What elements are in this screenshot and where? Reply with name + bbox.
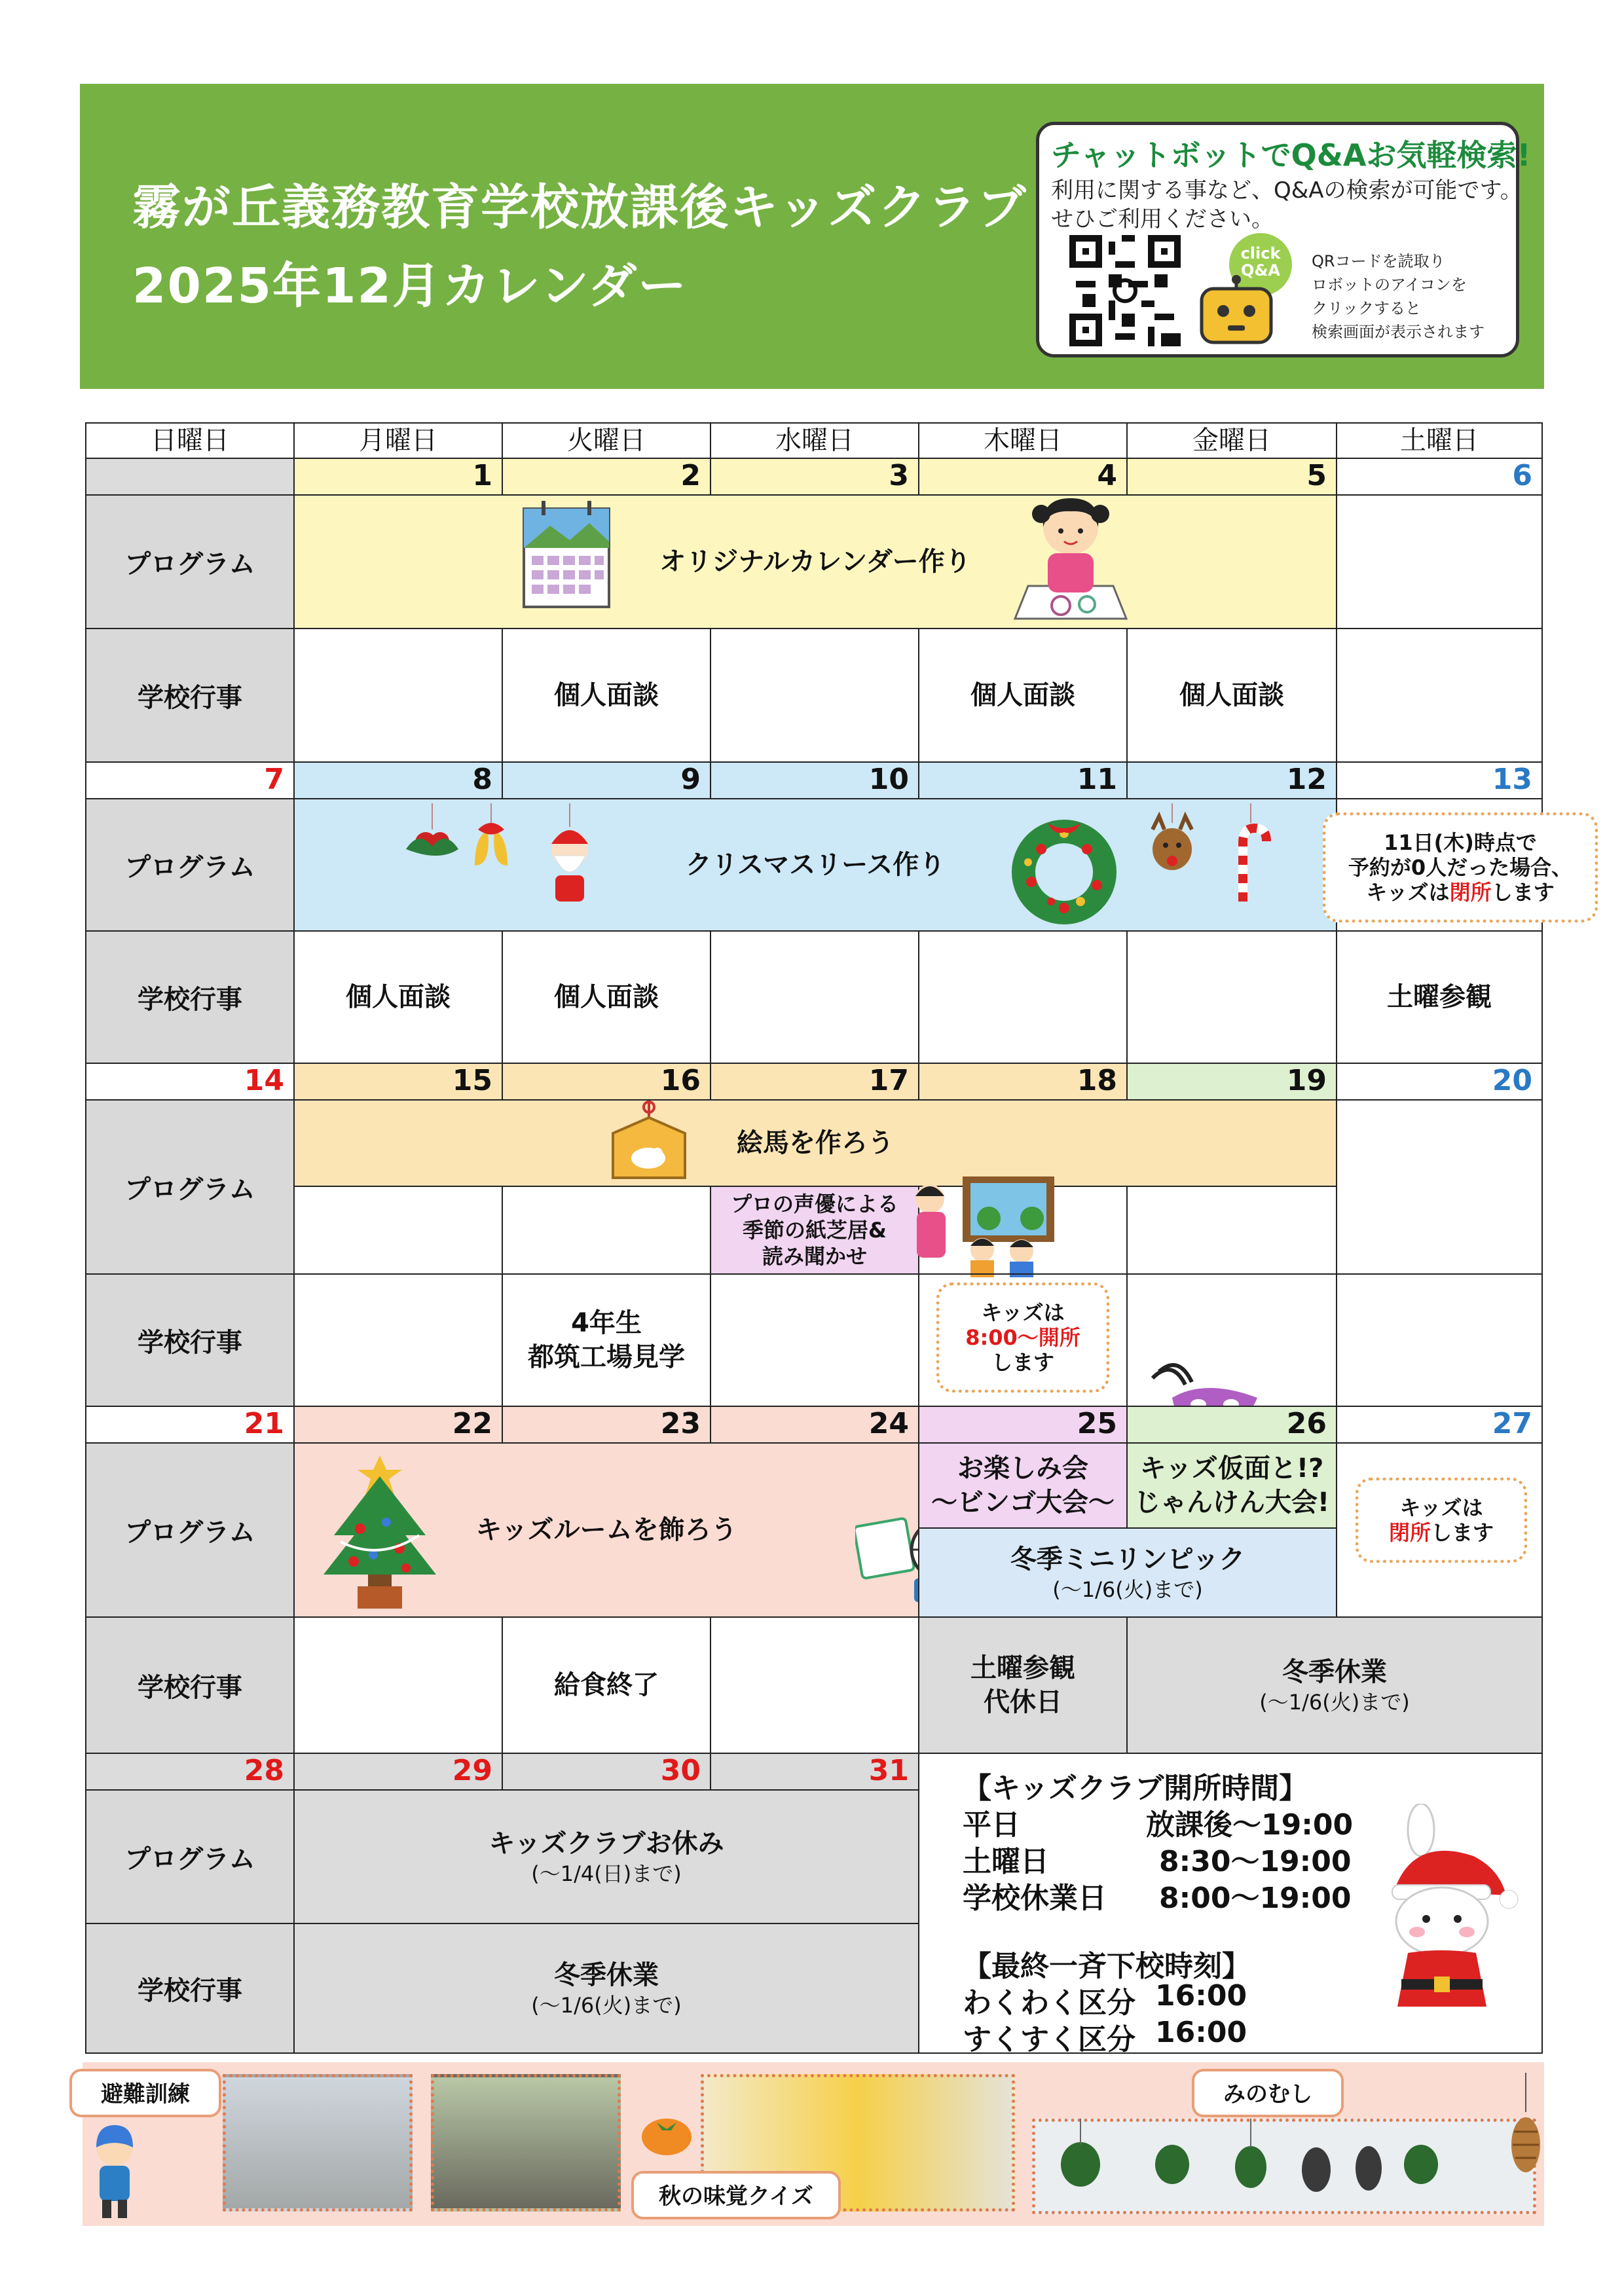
hours-time-saturday: 8:30～19:00 [1159, 1845, 1352, 1878]
dismiss-title: 【最終一斉下校時刻】 [963, 1950, 1251, 1983]
school-event-wed [710, 1616, 919, 1754]
note-line-3c: します [1491, 880, 1555, 905]
school-event-text: 土曜参観 [1387, 982, 1492, 1012]
date-5: 5 [1126, 458, 1337, 496]
school-event-fri [1126, 628, 1337, 763]
wreath-icon [1002, 810, 1126, 928]
hours-label-holiday: 学校休業日 [963, 1882, 1107, 1915]
row-label-school: 学校行事 [85, 1923, 295, 2054]
program-mini-olympic [918, 1527, 1337, 1618]
program-text: 絵馬を作ろう [737, 1128, 894, 1158]
dow-thu: 木曜日 [918, 422, 1128, 459]
date-28: 28 [85, 1753, 295, 1791]
photo-drill-1 [223, 2074, 413, 2212]
note-closed: 閉所 [1388, 1520, 1431, 1545]
program-original-calendar [293, 494, 1337, 629]
date-7: 7 [85, 761, 295, 799]
date-24: 24 [710, 1406, 919, 1444]
dow-fri: 金曜日 [1126, 422, 1337, 459]
school-event-text: 個人面談 [970, 680, 1075, 710]
kamishibai-line-2: 季節の紙芝居& [743, 1218, 887, 1243]
school-event-winter-break [1126, 1616, 1543, 1754]
date-10: 10 [710, 761, 919, 799]
date-9: 9 [502, 761, 711, 799]
reindeer-candycane-icon [1133, 803, 1277, 915]
date-31: 31 [710, 1753, 919, 1791]
note-line-3a: キッズは [1366, 880, 1450, 905]
tag-minomushi: みのむし [1192, 2069, 1344, 2117]
row-label-program: プログラム [85, 1099, 295, 1275]
school-event-fri [1126, 930, 1337, 1064]
school-event-mon [293, 930, 503, 1064]
dow-sun: 日曜日 [85, 422, 295, 459]
school-event-mon [293, 628, 503, 763]
program-ema [293, 1099, 1337, 1187]
note-line-1: 11日(木)時点で [1384, 830, 1537, 855]
tag-evacuation-drill: 避難訓練 [69, 2069, 221, 2117]
kamishibai-line-1: プロの声優による [730, 1192, 898, 1216]
closure-note-bubble [1323, 812, 1598, 922]
hours-time-weekday: 放課後～19:00 [1146, 1808, 1354, 1842]
date-8: 8 [293, 761, 503, 799]
school-event-thu [918, 628, 1128, 763]
date-25: 25 [918, 1406, 1128, 1444]
date-29: 29 [293, 1753, 503, 1791]
dismiss-time-wakuwaku: 16:00 [1155, 1979, 1247, 2013]
school-event-mon [293, 1273, 503, 1407]
qr-code-icon[interactable] [1069, 235, 1181, 346]
mask-line-2: じゃんけん大会! [1134, 1487, 1330, 1518]
row-label-school: 学校行事 [85, 1273, 295, 1407]
calendar-grid [85, 422, 1573, 2056]
dow-wed: 水曜日 [710, 422, 919, 459]
school-event-line-2: 都筑工場見学 [528, 1342, 685, 1372]
note-line-1: キッズは [1399, 1495, 1483, 1520]
note-line-2: 8:00～開所 [965, 1325, 1080, 1350]
hours-label-saturday: 土曜日 [963, 1845, 1049, 1878]
date-11: 11 [918, 761, 1128, 799]
school-event-sub: (～1/6(火)まで) [531, 1993, 682, 2018]
school-event-text: 冬季休業 [1282, 1657, 1387, 1687]
date-30: 30 [502, 1753, 711, 1791]
program-text: キッズルームを飾ろう [475, 1515, 737, 1545]
school-event-line-1: 4年生 [571, 1308, 642, 1338]
school-event-wed [710, 930, 919, 1064]
date-18: 18 [918, 1063, 1128, 1101]
date-19: 19 [1126, 1063, 1337, 1101]
school-event-text: 個人面談 [554, 982, 659, 1012]
tag-autumn-quiz: 秋の味覚クイズ [631, 2171, 841, 2219]
qa-text-1: 利用に関する事など、Q&Aの検索が可能です。 [1051, 177, 1522, 204]
qa-text-2: せひご利用ください。 [1051, 206, 1274, 232]
persimmon-icon [638, 2111, 695, 2157]
date-27: 27 [1336, 1406, 1543, 1444]
qa-instruction-2: ロボットのアイコンを [1312, 276, 1467, 294]
school-event-text: 個人面談 [1179, 680, 1284, 710]
note-closed: 閉所 [1449, 880, 1492, 905]
hours-label-weekday: 平日 [963, 1808, 1020, 1842]
date-20: 20 [1336, 1063, 1543, 1101]
note-line-2: 予約が0人だった場合、 [1348, 855, 1573, 880]
row-label-school: 学校行事 [85, 1616, 295, 1754]
school-event-sat [1336, 930, 1543, 1064]
row-label-program: プログラム [85, 798, 295, 932]
school-event-wed [710, 628, 919, 763]
school-event-thu [918, 930, 1128, 1064]
date-17: 17 [710, 1063, 919, 1101]
dow-tue: 火曜日 [502, 422, 711, 459]
school-event-text: 冬季休業 [554, 1960, 659, 1990]
click-qa-badge[interactable]: click Q&A [1229, 233, 1292, 296]
bagworm-crafts-icon [1054, 2119, 1532, 2210]
evacuation-child-icon [85, 2121, 144, 2219]
school-event-tue [502, 628, 711, 763]
date-3: 3 [710, 458, 919, 496]
program-sat [1336, 1099, 1543, 1275]
school-event-line-1: 土曜参観 [970, 1653, 1075, 1683]
date-12: 12 [1126, 761, 1337, 799]
program-sat [1336, 494, 1543, 629]
program-text: キッズクラブお休み [489, 1829, 724, 1859]
school-event-sat [1336, 628, 1543, 763]
program-text: クリスマスリース作り [685, 850, 946, 880]
kamishibai-line-3: 読み聞かせ [762, 1244, 867, 1269]
qa-instruction-3: クリックすると [1312, 299, 1422, 318]
christmas-ornaments-icon [393, 803, 760, 915]
school-event-tue [502, 930, 711, 1064]
ema-plaque-icon [606, 1101, 692, 1186]
robot-icon[interactable] [1194, 274, 1279, 346]
program-kamishibai [710, 1186, 919, 1275]
date-15: 15 [293, 1063, 503, 1101]
dow-mon: 月曜日 [293, 422, 503, 459]
qa-instruction-1: QRコードを読取り [1312, 252, 1445, 270]
date-6: 6 [1336, 458, 1543, 496]
program-empty-tue [502, 1186, 711, 1275]
date-26: 26 [1126, 1406, 1337, 1444]
date-22: 22 [293, 1406, 503, 1444]
program-text: オリジナルカレンダー作り [659, 547, 971, 577]
qa-instruction-4: 検索画面が表示されます [1312, 323, 1485, 341]
olympic-sub: (～1/6(火)まで) [1052, 1577, 1203, 1602]
date-23: 23 [502, 1406, 711, 1444]
bingo-line-2: ～ビンゴ大会～ [931, 1487, 1115, 1518]
qa-title: チャットボットでQ&Aお気軽検索! [1051, 137, 1531, 173]
note-line-1: キッズは [981, 1300, 1065, 1325]
date-2: 2 [502, 458, 711, 496]
school-event-mon [293, 1616, 503, 1754]
school-event-thu [918, 1616, 1128, 1754]
santa-rabbit-icon [1369, 1804, 1526, 2020]
school-event-sat [1336, 1273, 1543, 1407]
date-21: 21 [85, 1406, 295, 1444]
calendar-icon [517, 500, 616, 611]
row-label-program: プログラム [85, 1442, 295, 1618]
note-line-3: します [991, 1350, 1054, 1375]
program-bingo [918, 1442, 1128, 1529]
program-empty-fri [1126, 1186, 1337, 1275]
christmas-tree-icon [308, 1450, 452, 1614]
program-empty-mon [293, 1186, 503, 1275]
program-sub: (～1/4(日)まで) [531, 1861, 682, 1886]
school-event-tue [502, 1616, 711, 1754]
pinecone-icon [1506, 2073, 1545, 2178]
storytelling-icon [910, 1173, 1067, 1277]
open-early-bubble [936, 1283, 1109, 1393]
date-13: 13 [1336, 761, 1543, 799]
hours-title: 【キッズクラブ開所時間】 [963, 1772, 1308, 1805]
program-mask-janken [1126, 1442, 1337, 1529]
dow-sat: 土曜日 [1336, 422, 1543, 459]
header-banner [80, 84, 1544, 389]
school-event-text: 給食終了 [554, 1670, 659, 1700]
school-event-line-2: 代休日 [984, 1687, 1062, 1717]
dismiss-label-sukusuku: すくすく区分 [963, 2023, 1135, 2056]
bingo-line-1: お楽しみ会 [957, 1453, 1088, 1484]
closed-note-bubble [1356, 1478, 1527, 1563]
mask-line-1: キッズ仮面と!? [1139, 1453, 1324, 1484]
row-label-program: プログラム [85, 494, 295, 629]
row-label-school: 学校行事 [85, 628, 295, 763]
hours-time-holiday: 8:00～19:00 [1159, 1882, 1352, 1915]
photo-drill-2 [431, 2074, 621, 2212]
row-label-school: 学校行事 [85, 930, 295, 1064]
program-kids-club-closed [293, 1789, 919, 1924]
girl-drawing-icon [1002, 488, 1139, 632]
date-1: 1 [293, 458, 503, 496]
school-event-winter-break [293, 1923, 919, 2054]
dismiss-time-sukusuku: 16:00 [1155, 2016, 1247, 2049]
row-label-program: プログラム [85, 1789, 295, 1924]
date-cell-empty [85, 458, 295, 496]
school-event-text: 個人面談 [554, 680, 659, 710]
school-event-sub: (～1/6(火)まで) [1259, 1690, 1410, 1715]
note-line-2b: します [1431, 1520, 1494, 1545]
olympic-text: 冬季ミニリンピック [1010, 1544, 1246, 1575]
page-title: 霧が丘義務教育学校放課後キッズクラブ [132, 179, 1027, 236]
date-4: 4 [918, 458, 1128, 496]
date-16: 16 [502, 1063, 711, 1101]
chatbot-qa-box [1036, 122, 1531, 357]
school-event-text: 個人面談 [346, 982, 451, 1012]
dismiss-label-wakuwaku: わくわく区分 [963, 1986, 1135, 2020]
school-event-tue [502, 1273, 711, 1407]
date-14: 14 [85, 1063, 295, 1101]
page-subtitle: 2025年12月カレンダー [132, 258, 688, 314]
school-event-wed [710, 1273, 919, 1407]
